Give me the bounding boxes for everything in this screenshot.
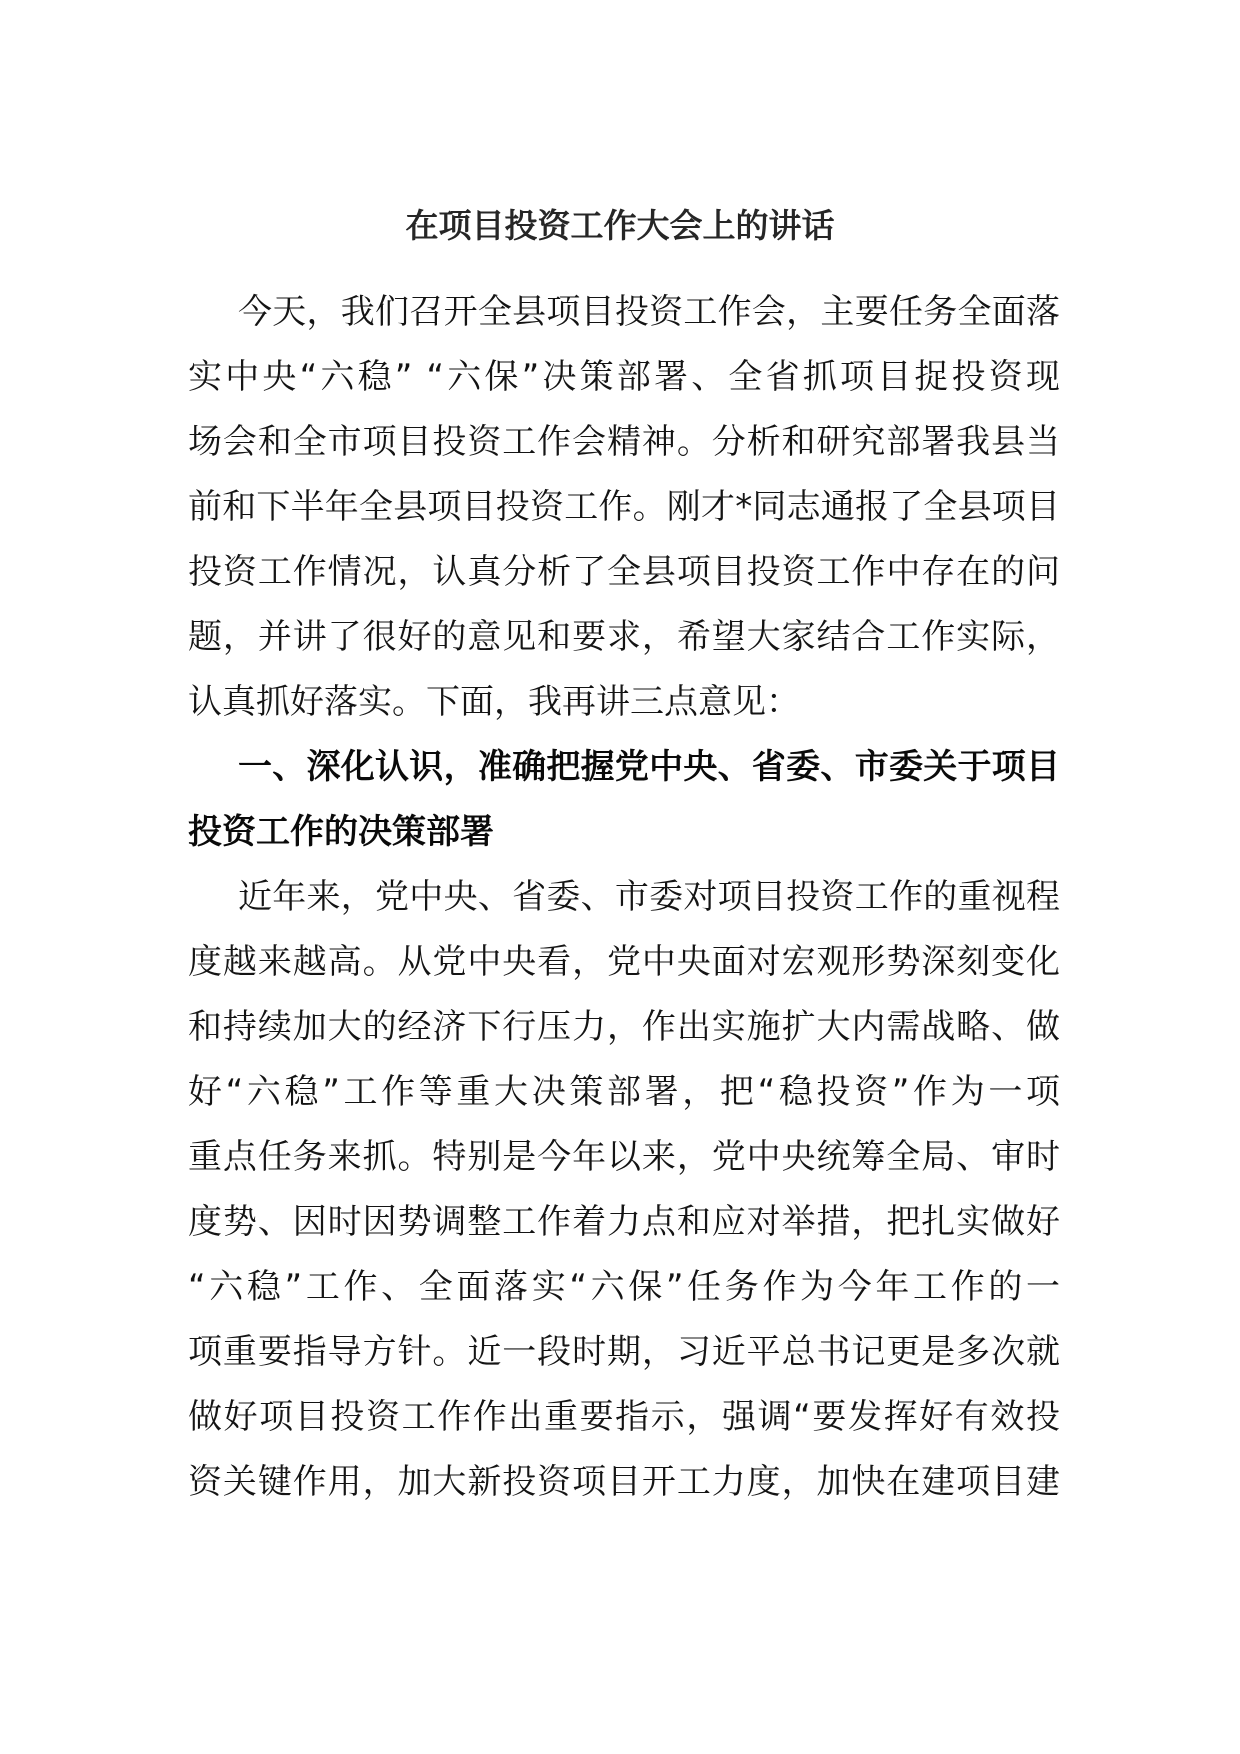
paragraph-1-line-6: 题，并讲了很好的意见和要求，希望大家结合工作实际，	[188, 617, 1060, 657]
paragraph-1-line-7: 认真抓好落实。下面，我再讲三点意见：	[188, 682, 800, 722]
paragraph-1-line-1: 今天，我们召开全县项目投资工作会，主要任务全面落	[238, 292, 1060, 332]
paragraph-2-line-9: 做好项目投资工作作出重要指示，强调“要发挥好有效投	[188, 1397, 1060, 1437]
document-body	[188, 280, 1060, 1515]
paragraph-2-line-4: 好“六稳”工作等重大决策部署，把“稳投资”作为一项	[188, 1072, 1060, 1112]
section-heading-line-1: 一、深化认识，准确把握党中央、省委、市委关于项目	[238, 747, 1060, 787]
paragraph-2-line-5: 重点任务来抓。特别是今年以来，党中央统筹全局、审时	[188, 1137, 1060, 1177]
paragraph-2-line-7: “六稳”工作、全面落实“六保”任务作为今年工作的一	[188, 1267, 1060, 1307]
paragraph-1-line-5: 投资工作情况，认真分析了全县项目投资工作中存在的问	[188, 552, 1060, 592]
paragraph-1-line-2: 实中央“六稳” “六保”决策部署、全省抓项目捉投资现	[188, 357, 1060, 397]
paragraph-1-line-3: 场会和全市项目投资工作会精神。分析和研究部署我县当	[188, 422, 1060, 462]
paragraph-2-line-6: 度势、因时因势调整工作着力点和应对举措，把扎实做好	[188, 1202, 1060, 1242]
paragraph-2-line-2: 度越来越高。从党中央看，党中央面对宏观形势深刻变化	[188, 942, 1060, 982]
paragraph-1-line-4: 前和下半年全县项目投资工作。刚才*同志通报了全县项目	[188, 487, 1060, 527]
paragraph-2-line-8: 项重要指导方针。近一段时期，习近平总书记更是多次就	[188, 1332, 1060, 1372]
paragraph-2-line-10: 资关键作用，加大新投资项目开工力度，加快在建项目建	[188, 1462, 1060, 1502]
paragraph-2-line-1: 近年来，党中央、省委、市委对项目投资工作的重视程	[238, 877, 1060, 917]
document-title: 在项目投资工作大会上的讲话	[405, 206, 835, 245]
section-heading-line-2: 投资工作的决策部署	[188, 812, 494, 852]
paragraph-2-line-3: 和持续加大的经济下行压力，作出实施扩大内需战略、做	[188, 1007, 1060, 1047]
